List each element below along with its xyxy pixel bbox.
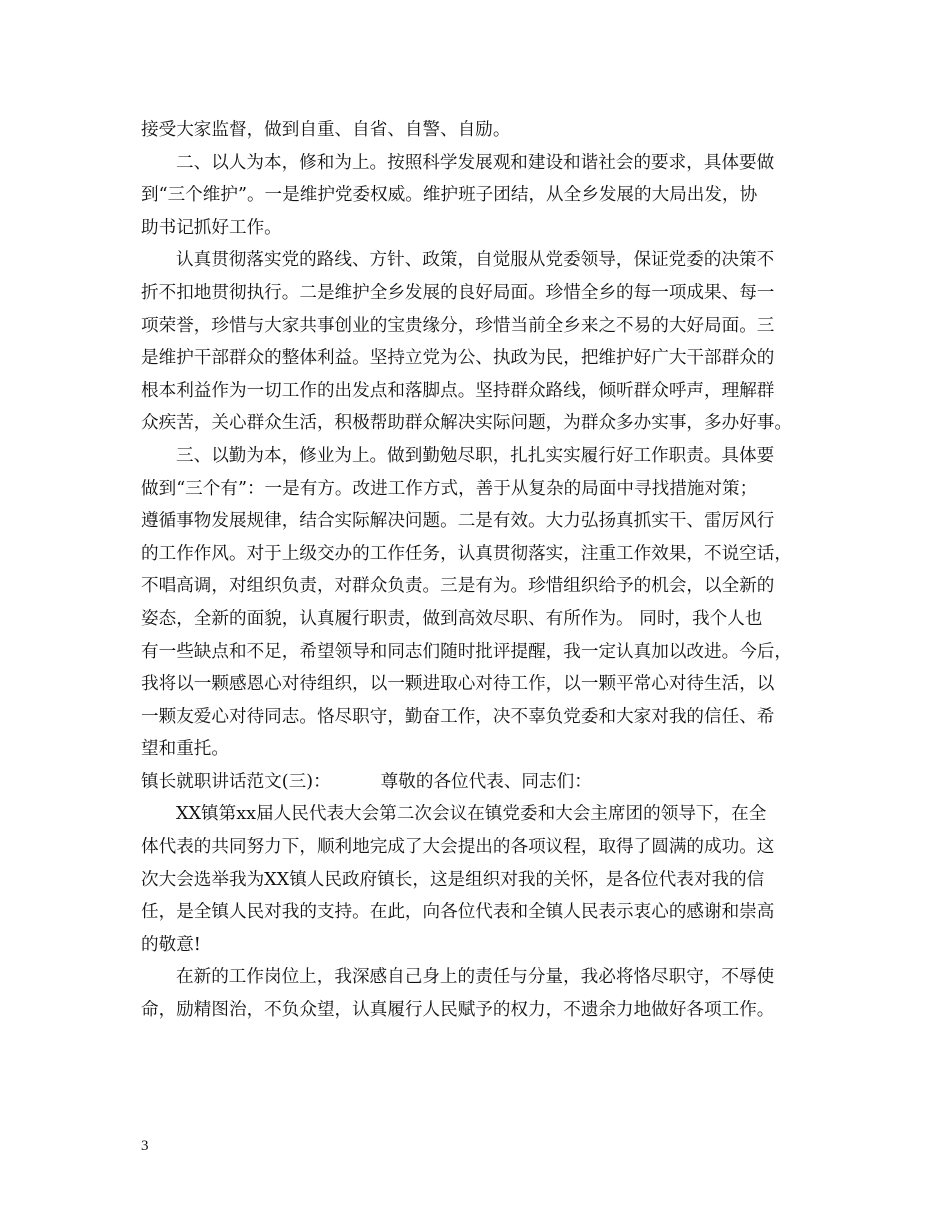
text-line: 三、以勤为本，修业为上。做到勤勉尽职，扎扎实实履行好工作职责。具体要 <box>176 445 775 466</box>
text-line: 接受大家监督，做到自重、自省、自警、自励。 <box>141 120 511 140</box>
text-line: 我将以一颗感恩心对待组织，以一颗进取心对待工作，以一颗平常心对待生活，以 <box>141 674 775 695</box>
text-line: 是维护干部群众的整体利益。坚持立党为公、执政为民，把维护好广大干部群众的 <box>141 348 775 369</box>
text-line: 有一些缺点和不足，希望领导和同志们随时批评提醒，我一定认真加以改进。今后， <box>141 641 792 662</box>
text-line: 认真贯彻落实党的路线、方针、政策，自觉服从党委领导，保证党委的决策不 <box>176 250 775 271</box>
text-line: 到“三个维护”。一是维护党委权威。维护班子团结，从全乡发展的大局出发，协 <box>141 185 758 206</box>
text-line: 做到“三个有”：一是有方。改进工作方式，善于从复杂的局面中寻找措施对策； <box>141 478 758 499</box>
heading-title: 镇长就职讲话范文(三)： <box>141 771 331 792</box>
text-line: 二、以人为本，修和为上。按照科学发展观和建设和谐社会的要求，具体要做 <box>176 152 775 173</box>
text-line: 一颗友爱心对待同志。恪尽职守，勤奋工作，决不辜负党委和大家对我的信任、希 <box>141 706 775 727</box>
text-line: 遵循事物发展规律，结合实际解决问题。二是有效。大力弘扬真抓实干、雷厉风行 <box>141 511 775 532</box>
text-line: 任，是全镇人民对我的支持。在此，向各位代表和全镇人民表示衷心的感谢和崇高 <box>141 902 775 923</box>
section-heading <box>141 766 831 799</box>
text-line: 助书记抓好工作。 <box>141 217 282 238</box>
text-line: 姿态，全新的面貌，认真履行职责，做到高效尽职、有所作为。 同时，我个人也 <box>141 608 763 629</box>
text-line: 项荣誉，珍惜与大家共事创业的宝贵缘分，珍惜当前全乡来之不易的大好局面。三 <box>141 315 775 336</box>
body-text <box>141 114 831 1027</box>
text-line: 根本利益作为一切工作的出发点和落脚点。坚持群众路线，倾听群众呼声，理解群 <box>141 380 775 401</box>
text-line: 望和重托。 <box>141 739 229 760</box>
text-line: 的敬意! <box>141 934 201 955</box>
text-line: 不唱高调，对组织负责，对群众负责。三是有为。珍惜组织给予的机会，以全新的 <box>141 576 775 597</box>
text-line: 的工作作风。对于上级交办的工作任务，认真贯彻落实，注重工作效果，不说空话， <box>141 543 792 564</box>
text-line: 次大会选举我为XX镇人民政府镇长，这是组织对我的关怀，是各位代表对我的信 <box>141 869 765 890</box>
salutation: 尊敬的各位代表、同志们： <box>380 771 592 792</box>
text-line: 体代表的共同努力下，顺利地完成了大会提出的各项议程，取得了圆满的成功。这 <box>141 837 775 858</box>
page-number: 3 <box>141 1138 149 1154</box>
text-line: XX镇第xx届人民代表大会第二次会议在镇党委和大会主席团的领导下，在全 <box>176 804 767 825</box>
text-line: 折不扣地贯彻执行。二是维护全乡发展的良好局面。珍惜全乡的每一项成果、每一 <box>141 282 775 303</box>
text-line: 众疾苦，关心群众生活，积极帮助群众解决实际问题，为群众多办实事，多办好事。 <box>141 413 792 434</box>
text-line: 命，励精图治，不负众望，认真履行人民赋予的权力，不遗余力地做好各项工作。 <box>141 1000 775 1021</box>
text-line: 在新的工作岗位上，我深感自己身上的责任与分量，我必将恪尽职守，不辱使 <box>176 967 775 988</box>
